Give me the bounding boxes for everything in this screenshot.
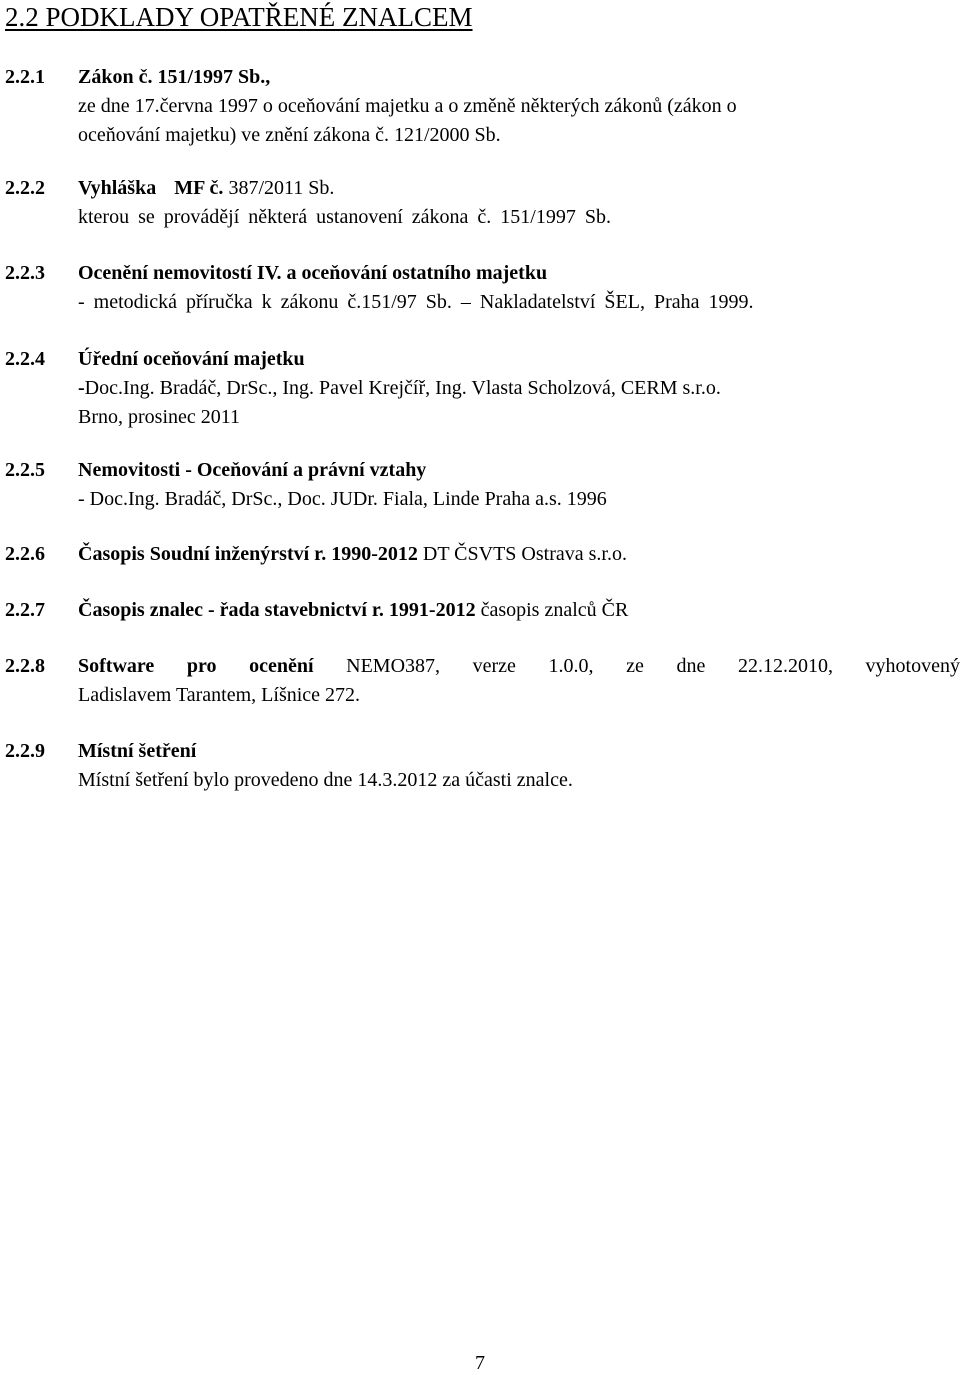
item-number: 2.2.8 bbox=[5, 655, 45, 677]
item-title: Nemovitosti - Oceňování a právní vztahy bbox=[78, 459, 427, 481]
item-word: vyhotovený bbox=[865, 655, 960, 677]
item-title-part: Ocenění nemovitostí IV. bbox=[78, 262, 282, 284]
section-heading: 2.2 PODKLADY OPATŘENÉ ZNALCEM bbox=[5, 2, 473, 32]
item-number: 2.2.4 bbox=[5, 348, 45, 370]
item-number: 2.2.5 bbox=[5, 459, 45, 481]
item-word: dne bbox=[676, 655, 706, 677]
item-number: 2.2.7 bbox=[5, 599, 45, 621]
item-line: - metodická příručka k zákonu č.151/97 Sb. – Nakladatelství ŠEL, Praha 1999. bbox=[78, 291, 754, 313]
reference-item bbox=[5, 652, 960, 710]
item-line: oceňování majetku) ve znění zákona č. 121/2000 Sb. bbox=[78, 124, 501, 146]
item-number: 2.2.2 bbox=[5, 177, 45, 199]
reference-item bbox=[5, 737, 960, 795]
item-word: verze bbox=[472, 655, 516, 677]
item-line: Brno, prosinec 2011 bbox=[78, 406, 241, 428]
item-dash: - bbox=[78, 377, 85, 399]
item-line: Místní šetření bylo provedeno dne 14.3.2012 za účasti znalce. bbox=[78, 769, 573, 791]
item-title-part: MF č. bbox=[174, 177, 224, 199]
reference-item bbox=[5, 540, 960, 569]
item-word: pro bbox=[186, 655, 217, 677]
reference-item bbox=[5, 63, 960, 150]
item-line: kterou se provádějí některá ustanovení zákona č. 151/1997 Sb. bbox=[78, 206, 611, 228]
item-number: 2.2.9 bbox=[5, 740, 45, 762]
item-number: 2.2.6 bbox=[5, 543, 45, 565]
item-title: Časopis Soudní inženýrství r. 1990-2012 bbox=[78, 543, 418, 565]
item-title: Místní šetření bbox=[78, 740, 197, 762]
item-word: ze bbox=[626, 655, 644, 677]
item-word: ocenění bbox=[249, 655, 314, 677]
item-title-line bbox=[78, 652, 960, 681]
item-title: Úřední oceňování majetku bbox=[78, 348, 305, 370]
reference-item bbox=[5, 456, 960, 514]
item-word: 22.12.2010, bbox=[737, 655, 833, 677]
item-number: 2.2.1 bbox=[5, 66, 45, 88]
item-title-part: a oceňování ostatního majetku bbox=[286, 262, 548, 284]
item-authors: Doc.Ing. Bradáč, DrSc., Ing. Pavel Krejčíř, Ing. Vlasta Scholzová, CERM s.r.o. bbox=[84, 377, 721, 399]
item-number: 2.2.3 bbox=[5, 262, 45, 284]
item-word: NEMO387, bbox=[346, 655, 441, 677]
item-title: Časopis znalec - řada stavebnictví r. 1991-2012 bbox=[78, 599, 476, 621]
item-word: Software bbox=[78, 655, 155, 677]
item-line: - Doc.Ing. Bradáč, DrSc., Doc. JUDr. Fiala, Linde Praha a.s. 1996 bbox=[78, 488, 607, 510]
item-title bbox=[78, 259, 960, 288]
reference-item bbox=[5, 596, 960, 625]
item-title: Zákon č. 151/1997 Sb., bbox=[78, 66, 271, 88]
item-word: 1.0.0, bbox=[548, 655, 594, 677]
item-line: ze dne 17.června 1997 o oceňování majetku a o změně některých zákonů (zákon o bbox=[78, 95, 737, 117]
reference-item bbox=[5, 174, 960, 232]
item-line: Ladislavem Tarantem, Líšnice 272. bbox=[78, 684, 361, 706]
reference-item bbox=[5, 259, 960, 317]
item-line bbox=[78, 374, 960, 403]
page-number: 7 bbox=[475, 1352, 485, 1374]
item-rest: DT ČSVTS Ostrava s.r.o. bbox=[422, 543, 627, 565]
reference-item bbox=[5, 345, 960, 432]
item-rest: časopis znalců ČR bbox=[480, 599, 629, 621]
item-title bbox=[78, 174, 960, 203]
item-title-part: 387/2011 Sb. bbox=[228, 177, 335, 199]
item-title-part: Vyhláška bbox=[78, 177, 157, 199]
